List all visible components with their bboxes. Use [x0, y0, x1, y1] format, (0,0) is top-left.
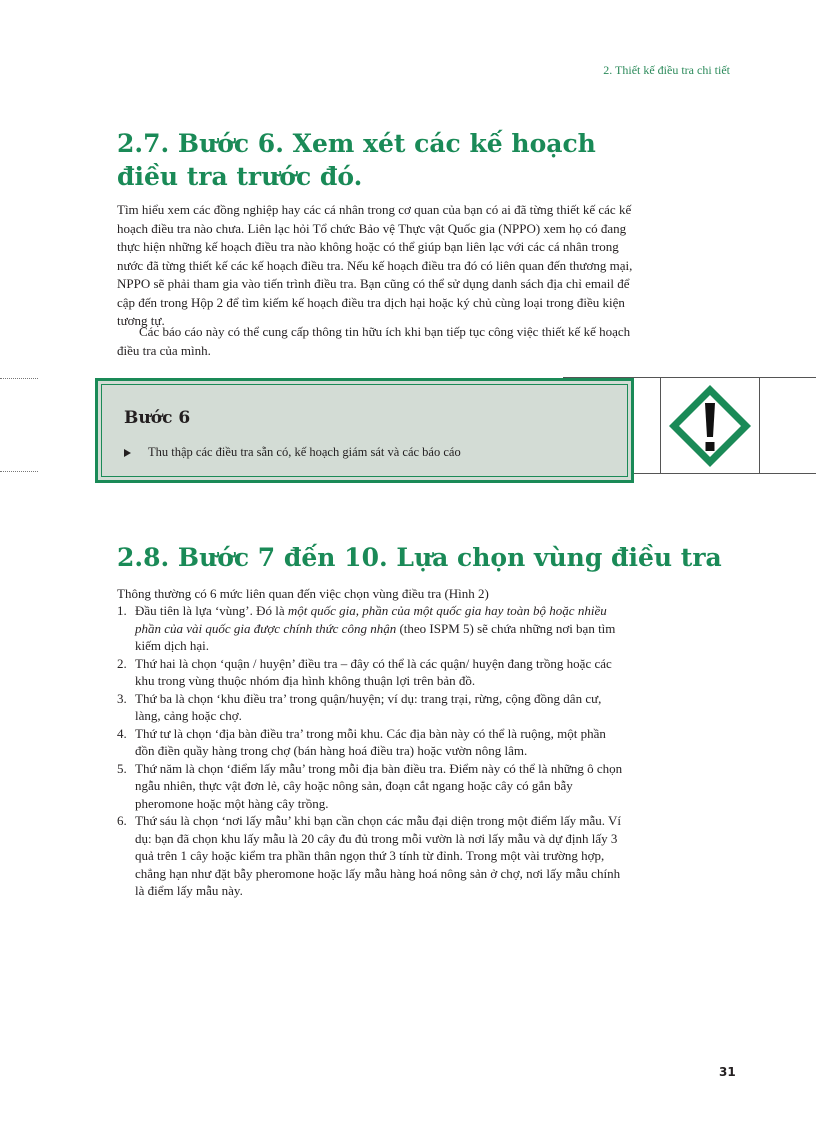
section-2-7-paragraph-2: Các báo cáo này có thể cung cấp thông tin hữu ích khi bạn tiếp tục công việc thiết kế kế hoạch điều tra của mình.	[117, 324, 631, 358]
selection-levels-list	[117, 602, 627, 900]
running-head: 2. Thiết kế điều tra chi tiết	[603, 63, 730, 77]
step-callout-box	[95, 378, 634, 483]
callout-bullet-item	[124, 445, 461, 460]
list-item-emphasis: một quốc gia, phần của một quốc gia hay toàn bộ hoặc nhiều phần của vài quốc gia được chính thức công nhận	[135, 603, 607, 636]
right-rule-bottom	[634, 473, 816, 474]
list-item-number: 5.	[117, 760, 127, 776]
section-heading-2-7: 2.7. Bước 6. Xem xét các kế hoạch điều tra trước đó.	[117, 129, 596, 191]
triangle-bullet-icon	[124, 449, 131, 457]
warning-exclamation-icon	[665, 381, 755, 471]
list-item-text: Thứ tư là chọn ‘địa bàn điều tra’ trong mỗi khu. Các địa bàn này có thể là ruộng, một phần đồn điền quầy hàng trong chợ (bán hàng hoá điều tra) hoặc vườn nông lâm.	[135, 725, 606, 758]
list-item-number: 1.	[117, 603, 127, 618]
callout-item-text: Thu thập các điều tra sẵn có, kế hoạch giám sát và các báo cáo	[148, 445, 461, 459]
section-heading-2-8: 2.8. Bước 7 đến 10. Lựa chọn vùng điều tra	[117, 543, 722, 572]
list-item-number: 2.	[117, 655, 127, 671]
list-item	[117, 725, 627, 760]
list-item	[117, 760, 627, 813]
left-rule-top	[0, 378, 38, 379]
list-item-number: 6.	[117, 813, 127, 828]
warning-icon-box	[660, 377, 760, 473]
list-item-text: Thứ hai là chọn ‘quận / huyện’ điều tra – đây có thể là các quận/ huyện đang trồng hoặc các khu trong vùng thuộc nhóm địa hình không thuận lợi trên bản đồ.	[135, 655, 612, 688]
list-item	[117, 602, 627, 655]
list-item-text-tail: (theo ISPM 5) sẽ chứa những nơi bạn tìm kiếm dịch hại.	[135, 620, 616, 653]
list-item-text: Thứ năm là chọn ‘điểm lấy mẫu’ trong mỗi địa bàn điều tra. Điểm này có thể là những ô chọn ngẫu nhiên, thực vật đơn lẻ, cây hoặc nông sản, đoạn cắt ngang hoặc cây có gắn bẫy pheromone hoặc một hàng cây trồng.	[135, 760, 623, 811]
section-2-8-intro: Thông thường có 6 mức liên quan đến việc chọn vùng điều tra (Hình 2)	[117, 586, 489, 601]
list-item-text: Thứ sáu là chọn ‘nơi lấy mẫu’ khi bạn cần chọn các mẫu đại diện trong một điểm lấy mẫu. Ví dụ: bạn đã chọn khu lấy mẫu là 20 cây đu đủ trong mỗi vườn là nơi lấy mẫu và dự định lấy 3 quả trên 1 cây hoặc kiểm tra phần thân ngọn thứ 3 tính từ đỉnh. Trong một vài trường hợp, chẳng hạn như đặt bẫy pheromone hoặc lấy mẫu hàng hoá nông sản ở chợ, nơi lấy mẫu chính là điểm lấy mẫu này.	[135, 813, 621, 898]
list-item-text: Đầu tiên là lựa ‘vùng’. Đó là	[135, 603, 288, 618]
list-item-number: 4.	[117, 725, 127, 741]
list-item-text: Thứ ba là chọn ‘khu điều tra’ trong quận/huyện; ví dụ: trang trại, rừng, cộng đồng dân cư, làng, cảng hoặc chợ.	[135, 690, 602, 723]
left-rule-bottom	[0, 471, 38, 472]
list-item-number: 3.	[117, 690, 127, 706]
callout-inner-border	[101, 384, 628, 477]
list-item	[117, 812, 627, 900]
callout-title: Bước 6	[124, 408, 191, 428]
list-item	[117, 690, 627, 725]
section-2-7-paragraph-1: Tìm hiểu xem các đồng nghiệp hay các cá nhân trong cơ quan của bạn có ai đã từng thiết kế các kế hoạch điều tra nào chưa. Liên lạc hỏi Tổ chức Bảo vệ Thực vật Quốc gia (NPPO) xem họ có đang thực hiện những kế hoạch điều tra nào không hoặc có thể giúp bạn liên lạc với các cá nhân trong nước đã từng thiết kế các kế hoạch điều tra. Nếu kế hoạch điều tra đó có liên quan đến thương mại, NPPO sẽ phải tham gia vào tiến trình điều tra. Bạn cũng có thể sử dụng danh sách địa chỉ email để cập đến trong Hộp 2 để tìm kiếm kế hoạch điều tra dịch hại hoặc ký chủ cùng loại trong điều kiện tương tự.	[117, 202, 633, 328]
list-item	[117, 655, 627, 690]
page-number: 31	[719, 1065, 736, 1079]
